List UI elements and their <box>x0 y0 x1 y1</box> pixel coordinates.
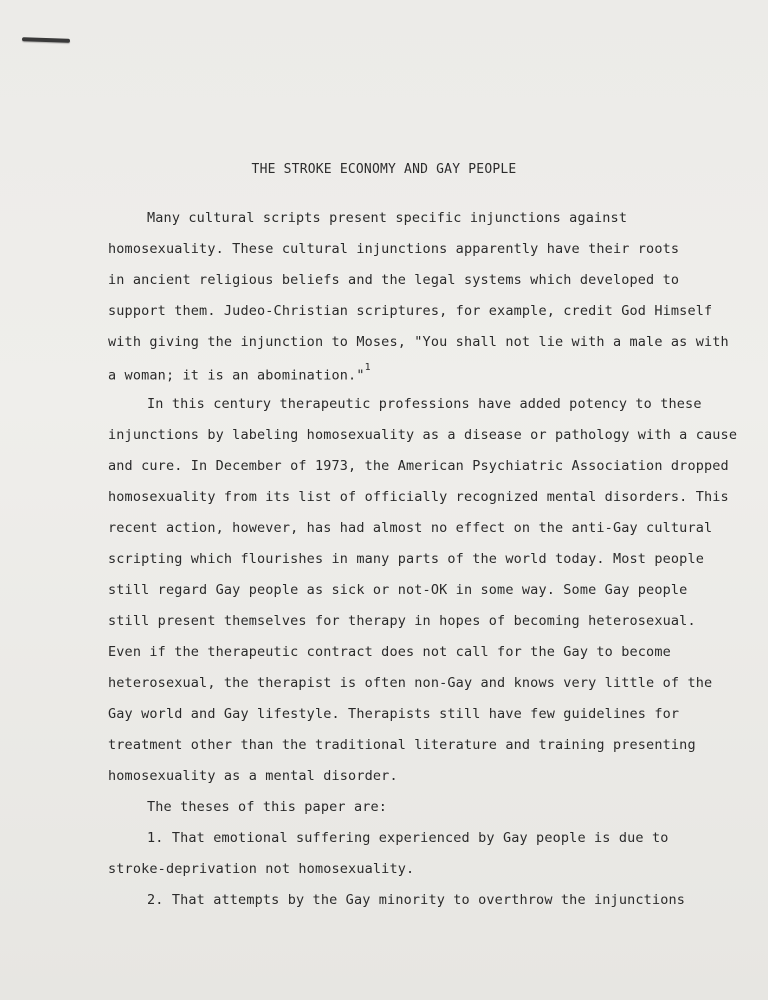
text-line: 1. That emotional suffering experienced by Gay people is due to <box>147 830 669 846</box>
text-line: and cure. In December of 1973, the American Psychiatric Association dropped <box>108 458 729 474</box>
footnote-marker: 1 <box>364 362 371 373</box>
text-line: 2. That attempts by the Gay minority to overthrow the injunctions <box>147 892 686 908</box>
text-line: Gay world and Gay lifestyle. Therapists still have few guidelines for <box>108 706 680 722</box>
text-line: The theses of this paper are: <box>147 799 388 815</box>
text-line: Many cultural scripts present specific injunctions against <box>147 210 628 226</box>
text-line: homosexuality as a mental disorder. <box>108 768 398 784</box>
text-line: homosexuality from its list of officially recognized mental disorders. This <box>108 489 729 505</box>
text-line: heterosexual, the therapist is often non-Gay and knows very little of the <box>108 675 713 691</box>
text-line-with-footnote <box>108 362 371 384</box>
text-line: with giving the injunction to Moses, "You shall not lie with a male as with <box>108 334 729 350</box>
staple <box>22 37 70 43</box>
text-line: homosexuality. These cultural injunctions apparently have their roots <box>108 241 680 257</box>
text-line: injunctions by labeling homosexuality as a disease or pathology with a cause <box>108 427 738 443</box>
page-title: THE STROKE ECONOMY AND GAY PEOPLE <box>251 162 517 177</box>
text-line: recent action, however, has had almost no effect on the anti-Gay cultural <box>108 520 713 536</box>
text-line: a woman; it is an abomination." <box>108 367 365 384</box>
text-line: in ancient religious beliefs and the legal systems which developed to <box>108 272 680 288</box>
text-line: Even if the therapeutic contract does not call for the Gay to become <box>108 644 671 660</box>
text-line: still present themselves for therapy in hopes of becoming heterosexual. <box>108 613 696 629</box>
text-line: scripting which flourishes in many parts of the world today. Most people <box>108 551 704 567</box>
text-line: stroke-deprivation not homosexuality. <box>108 861 415 877</box>
text-line: treatment other than the traditional literature and training presenting <box>108 737 696 753</box>
text-line: still regard Gay people as sick or not-OK in some way. Some Gay people <box>108 582 688 598</box>
text-line: In this century therapeutic professions have added potency to these <box>147 396 702 412</box>
text-line: support them. Judeo-Christian scriptures, for example, credit God Himself <box>108 303 713 319</box>
